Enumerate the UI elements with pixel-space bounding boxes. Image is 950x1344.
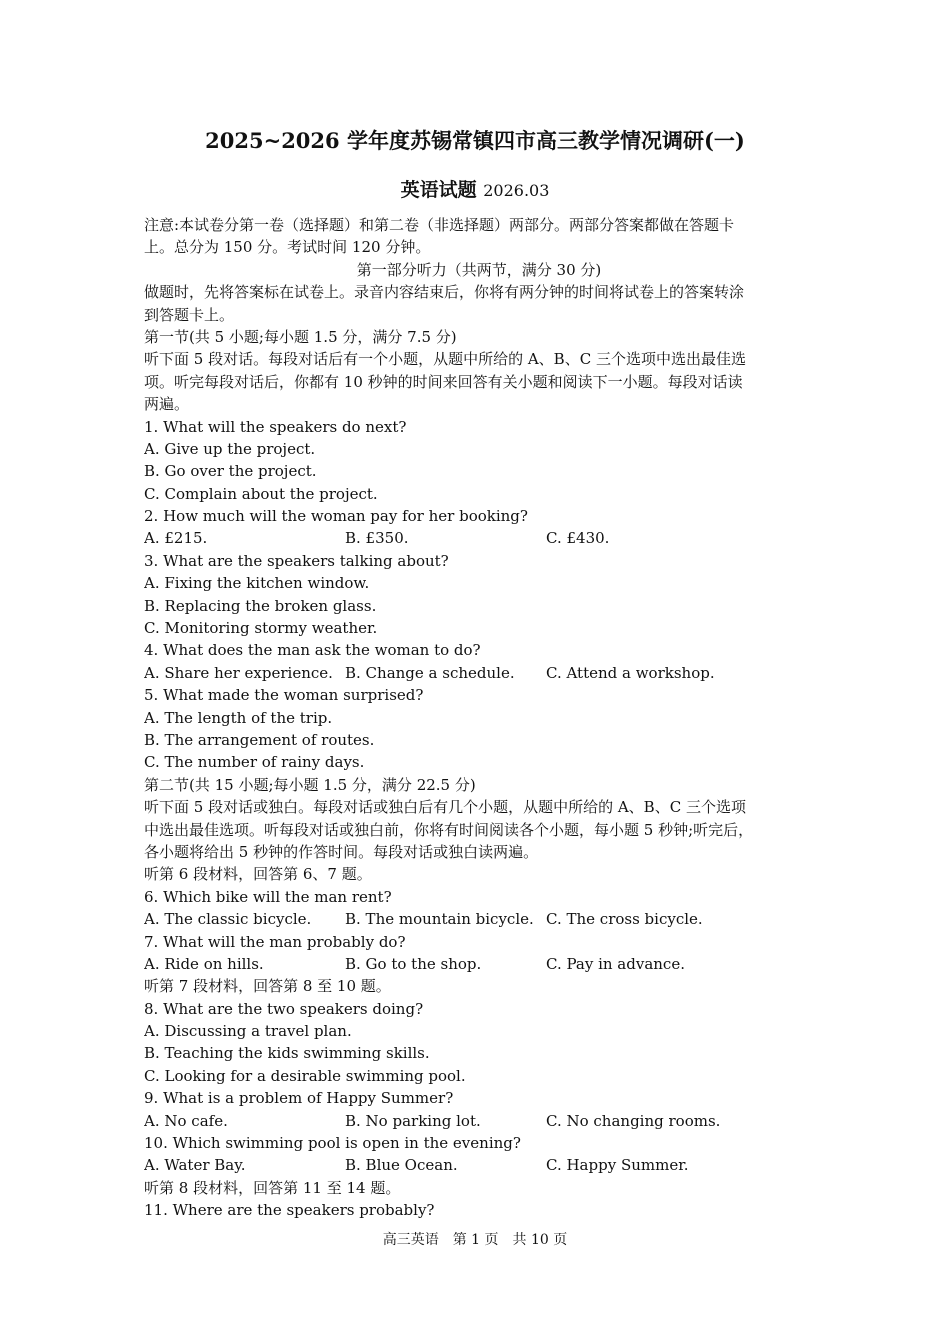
question-1-option-b: B. Go over the project. xyxy=(144,462,317,481)
question-2-option-a: A. £215. xyxy=(144,529,208,548)
question-7-options xyxy=(144,953,814,975)
material-7-intro: 听第 7 段材料，回答第 8 至 10 题。 xyxy=(144,977,391,996)
question-9-option-c: C. No changing rooms. xyxy=(546,1111,721,1130)
question-7-option-a: A. Ride on hills. xyxy=(144,954,264,973)
page-footer: 高三英语 第 1 页 共 10 页 xyxy=(382,1232,568,1248)
question-1-stem: 1. What will the speakers do next? xyxy=(144,417,407,436)
question-5-option-a: A. The length of the trip. xyxy=(144,708,333,727)
material-6-intro: 听第 6 段材料，回答第 6、7 题。 xyxy=(144,865,372,884)
question-9-stem: 9. What is a problem of Happy Summer? xyxy=(144,1089,454,1108)
question-10-option-a: A. Water Bay. xyxy=(144,1156,246,1175)
question-8-stem: 8. What are the two speakers doing? xyxy=(144,999,424,1018)
question-9-option-b: B. No parking lot. xyxy=(345,1111,481,1130)
question-8-option-a: A. Discussing a travel plan. xyxy=(144,1022,352,1041)
question-7-option-c: C. Pay in advance. xyxy=(546,954,685,973)
question-11-stem: 11. Where are the speakers probably? xyxy=(144,1201,435,1220)
question-5-stem: 5. What made the woman surprised? xyxy=(144,686,424,705)
section2-instruction-3: 各小题将给出 5 秒钟的作答时间。每段对话或独白读两遍。 xyxy=(144,842,539,861)
question-6-option-b: B. The mountain bicycle. xyxy=(345,910,534,929)
question-1-option-a: A. Give up the project. xyxy=(144,439,316,458)
question-2-stem: 2. How much will the woman pay for her booking? xyxy=(144,507,528,526)
question-3-stem: 3. What are the speakers talking about? xyxy=(144,551,449,570)
section1-instruction-2: 项。听完每段对话后，你都有 10 秒钟的时间来回答有关小题和阅读下一小题。每段对话读 xyxy=(144,372,743,391)
section1-heading: 第一节(共 5 小题;每小题 1.5 分，满分 7.5 分) xyxy=(144,327,457,346)
question-7-option-b: B. Go to the shop. xyxy=(345,954,482,973)
part1-instruction-1: 做题时，先将答案标在试卷上。录音内容结束后，你将有两分钟的时间将试卷上的答案转涂 xyxy=(144,283,745,302)
question-2-options xyxy=(144,527,814,549)
question-1-option-c: C. Complain about the project. xyxy=(144,484,378,503)
question-6-option-c: C. The cross bicycle. xyxy=(546,910,703,929)
exam-subtitle xyxy=(0,177,950,204)
part1-heading: 第一部分听力（共两节，满分 30 分) xyxy=(356,260,602,279)
question-10-options xyxy=(144,1154,814,1176)
section1-instruction-3: 两遍。 xyxy=(144,395,190,414)
question-5-option-c: C. The number of rainy days. xyxy=(144,753,365,772)
question-8-option-b: B. Teaching the kids swimming skills. xyxy=(144,1044,430,1063)
exam-body xyxy=(144,214,814,1222)
material-8-intro: 听第 8 段材料，回答第 11 至 14 题。 xyxy=(144,1178,401,1197)
question-5-option-b: B. The arrangement of routes. xyxy=(144,730,375,749)
question-10-option-b: B. Blue Ocean. xyxy=(345,1156,458,1175)
question-10-option-c: C. Happy Summer. xyxy=(546,1156,689,1175)
part1-instruction-2: 到答题卡上。 xyxy=(144,305,235,324)
question-4-option-b: B. Change a schedule. xyxy=(345,663,515,682)
question-4-stem: 4. What does the man ask the woman to do? xyxy=(144,641,481,660)
question-9-option-a: A. No cafe. xyxy=(144,1111,228,1130)
question-6-option-a: A. The classic bicycle. xyxy=(144,910,312,929)
question-7-stem: 7. What will the man probably do? xyxy=(144,932,406,951)
question-3-option-a: A. Fixing the kitchen window. xyxy=(144,574,370,593)
notice-line-2: 上。总分为 150 分。考试时间 120 分钟。 xyxy=(144,238,431,257)
question-4-option-a: A. Share her experience. xyxy=(144,663,333,682)
question-3-option-b: B. Replacing the broken glass. xyxy=(144,596,377,615)
section2-instruction-2: 中选出最佳选项。听每段对话或独白前，你将有时间阅读各个小题，每小题 5 秒钟;听完后， xyxy=(144,820,754,839)
exam-date: 2026.03 xyxy=(483,181,550,200)
question-4-option-c: C. Attend a workshop. xyxy=(546,663,715,682)
question-6-options xyxy=(144,908,814,930)
question-4-options xyxy=(144,662,814,684)
question-6-stem: 6. Which bike will the man rent? xyxy=(144,887,392,906)
question-3-option-c: C. Monitoring stormy weather. xyxy=(144,619,378,638)
subject-name: 英语试题 xyxy=(400,179,477,201)
question-9-options xyxy=(144,1110,814,1132)
section1-instruction-1: 听下面 5 段对话。每段对话后有一个小题，从题中所给的 A、B、C 三个选项中选出最佳选 xyxy=(144,350,746,369)
section2-instruction-1: 听下面 5 段对话或独白。每段对话或独白后有几个小题，从题中所给的 A、B、C 三个选项 xyxy=(144,798,746,817)
question-10-stem: 10. Which swimming pool is open in the evening? xyxy=(144,1134,521,1153)
question-2-option-c: C. £430. xyxy=(546,529,610,548)
notice-line-1: 注意:本试卷分第一卷（选择题）和第二卷（非选择题）两部分。两部分答案都做在答题卡 xyxy=(144,216,735,234)
question-2-option-b: B. £350. xyxy=(345,529,409,548)
question-8-option-c: C. Looking for a desirable swimming pool. xyxy=(144,1066,466,1085)
section2-heading: 第二节(共 15 小题;每小题 1.5 分，满分 22.5 分) xyxy=(144,775,476,794)
exam-title: 2025~2026 学年度苏锡常镇四市高三教学情况调研(一) xyxy=(205,128,745,153)
